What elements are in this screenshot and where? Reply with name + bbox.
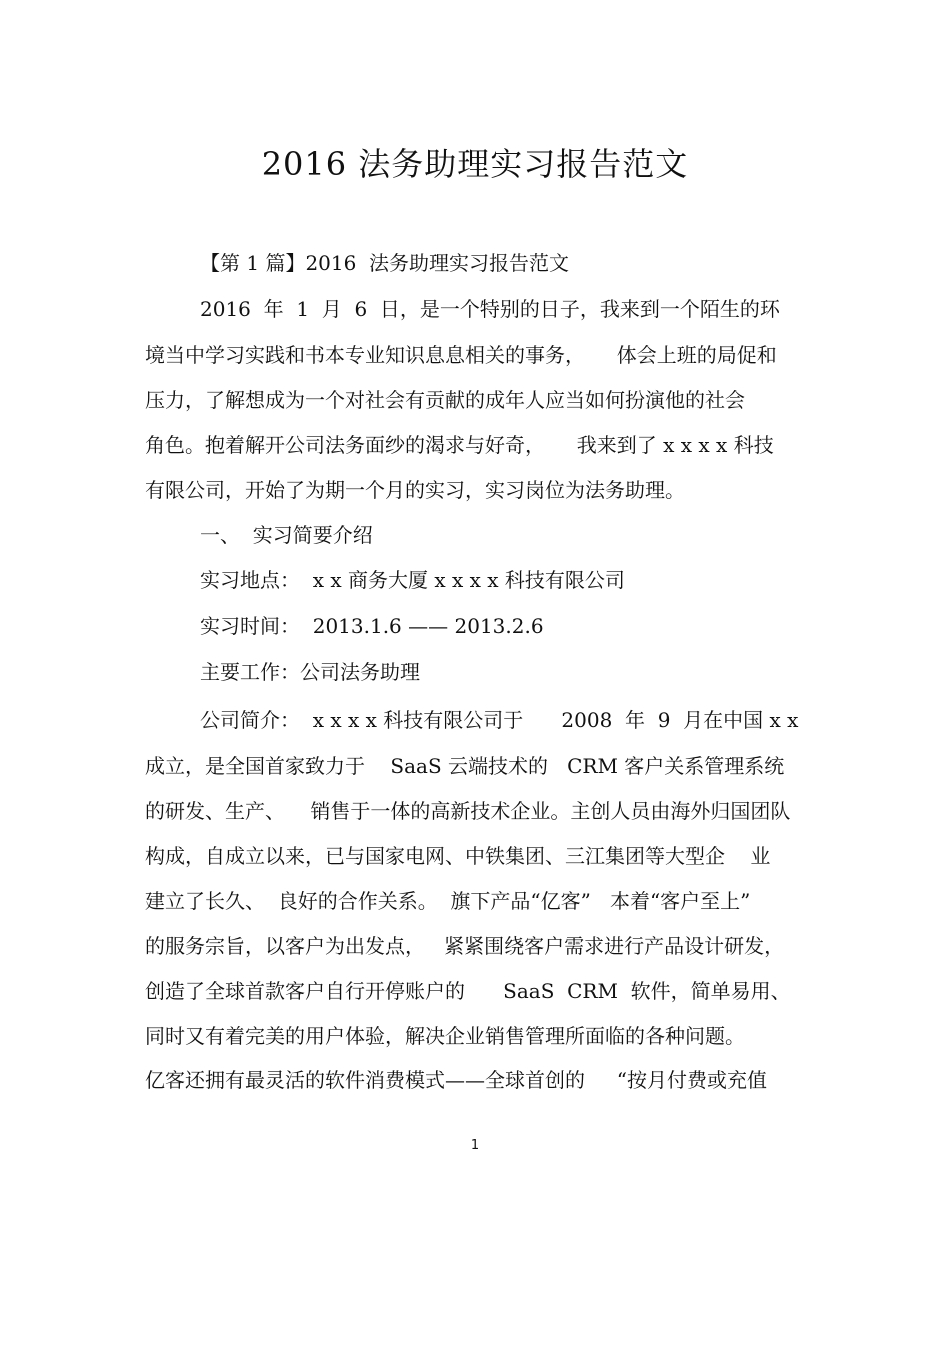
paragraph-line: 建立了长久、 良好的合作关系。 旗下产品“亿客” 本着“客户至上” [145,889,751,913]
paragraph-line: 的研发、生产、 销售于一体的高新技术企业。主创人员由海外归国团队 [145,799,791,823]
section-heading: 【第 1 篇】2016 法务助理实习报告范文 [200,251,570,275]
paragraph-line: 成立，是全国首家致力于 SaaS 云端技术的 CRM 客户关系管理系统 [145,754,785,778]
internship-time: 实习时间： 2013.1.6 —— 2013.2.6 [200,614,544,638]
paragraph-line: 创造了全球首款客户自行开停账户的 SaaS CRM 软件，简单易用、 [145,979,791,1003]
page-number: 1 [470,1138,480,1153]
paragraph-line: 公司简介： x x x x 科技有限公司于 2008 年 9 月在中国 x x [200,708,799,732]
paragraph-line: 2016 年 1 月 6 日，是一个特别的日子，我来到一个陌生的环 [200,297,780,321]
subsection-heading: 一、 实习简要介绍 [200,523,373,547]
paragraph-line: 角色。抱着解开公司法务面纱的渴求与好奇， 我来到了 x x x x 科技 [145,433,774,457]
paragraph-line: 亿客还拥有最灵活的软件消费模式——全球首创的 “按月付费或充值 [145,1068,768,1092]
paragraph-line: 有限公司，开始了为期一个月的实习，实习岗位为法务助理。 [145,478,685,502]
paragraph-line: 压力，了解想成为一个对社会有贡献的成年人应当如何扮演他的社会 [145,388,745,412]
paragraph-line: 的服务宗旨，以客户为出发点， 紧紧围绕客户需求进行产品设计研发， [145,934,785,958]
document-title: 2016 法务助理实习报告范文 [261,145,689,183]
paragraph-line: 构成，自成立以来，已与国家电网、中铁集团、三江集团等大型企 业 [145,844,771,868]
paragraph-line: 同时又有着完美的用户体验，解决企业销售管理所面临的各种问题。 [145,1024,745,1048]
internship-location: 实习地点： x x 商务大厦 x x x x 科技有限公司 [200,568,625,592]
paragraph-line: 境当中学习实践和书本专业知识息息相关的事务， 体会上班的局促和 [145,343,777,367]
main-work: 主要工作：公司法务助理 [200,660,420,684]
